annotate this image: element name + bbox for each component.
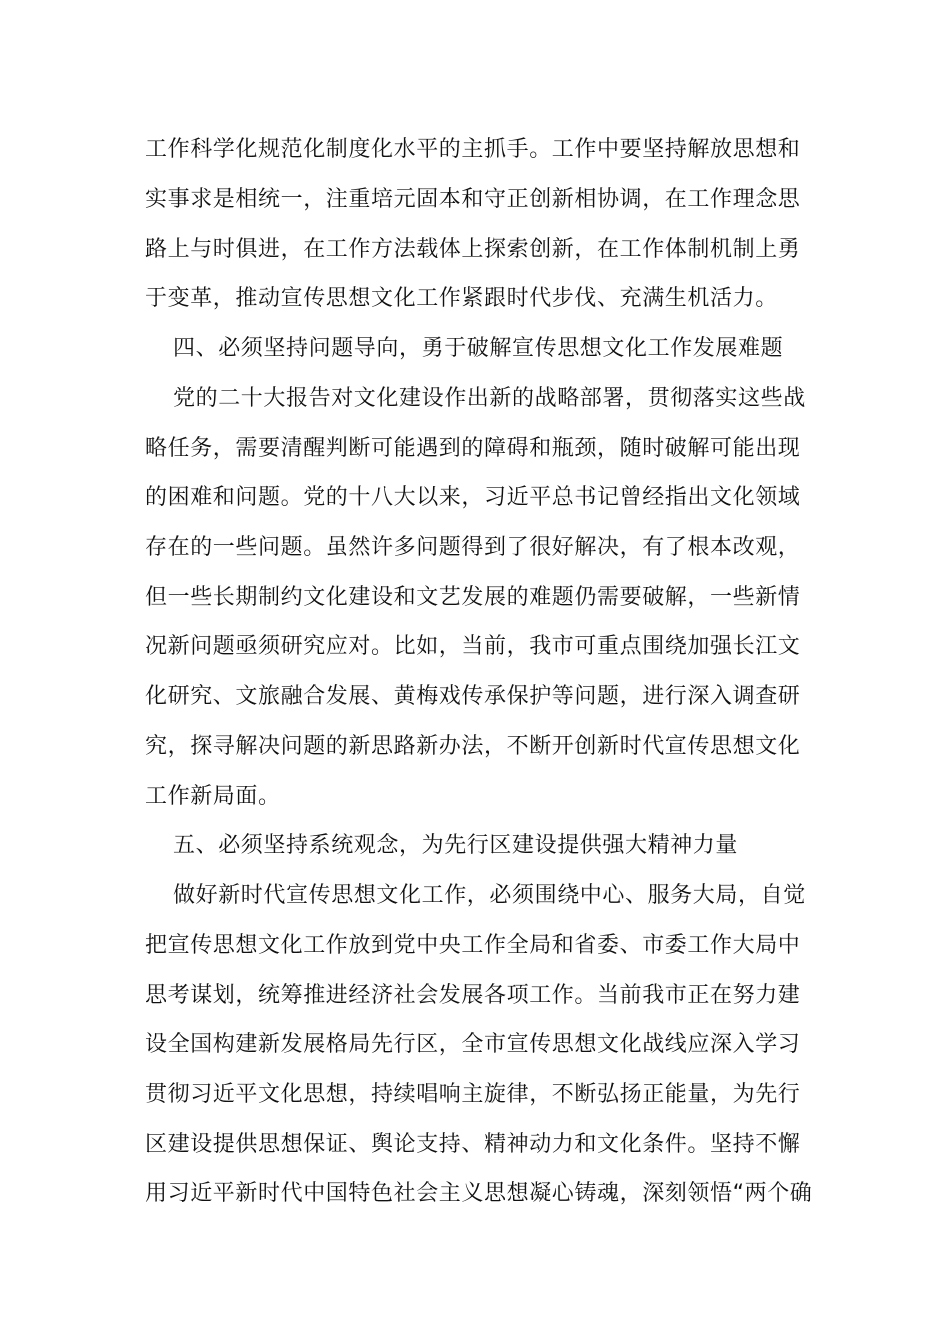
body-text-line: 工作新局面。 [145, 784, 281, 809]
body-text-line: 存在的一些问题。虽然许多问题得到了很好解决，有了根本改观， [145, 535, 801, 560]
body-text-line: 略任务，需要清醒判断可能遇到的障碍和瓶颈，随时破解可能出现 [145, 436, 801, 461]
body-text-line: 于变革，推动宣传思想文化工作紧跟时代步伐、充满生机活力。 [145, 286, 778, 311]
body-text-line: 党的二十大报告对文化建设作出新的战略部署，贯彻落实这些战 [173, 386, 806, 411]
body-text-line: 化研究、文旅融合发展、黄梅戏传承保护等问题，进行深入调查研 [145, 684, 801, 709]
body-text-line: 设全国构建新发展格局先行区，全市宣传思想文化战线应深入学习 [145, 1032, 801, 1057]
body-text-line: 况新问题亟须研究应对。比如，当前，我市可重点围绕加强长江文 [145, 634, 801, 659]
body-text-line: 工作科学化规范化制度化水平的主抓手。工作中要坚持解放思想和 [145, 137, 801, 162]
body-text-line: 思考谋划，统筹推进经济社会发展各项工作。当前我市正在努力建 [145, 983, 801, 1008]
body-text-line: 用习近平新时代中国特色社会主义思想凝心铸魂，深刻领悟“两个确 [145, 1181, 813, 1206]
body-text-line: 路上与时俱进，在工作方法载体上探索创新，在工作体制机制上勇 [145, 237, 801, 262]
body-text-line: 做好新时代宣传思想文化工作，必须围绕中心、服务大局，自觉 [173, 883, 806, 908]
body-text-line: 把宣传思想文化工作放到党中央工作全局和省委、市委工作大局中 [145, 933, 801, 958]
body-text-line: 但一些长期制约文化建设和文艺发展的难题仍需要破解，一些新情 [145, 585, 801, 610]
body-text-line: 区建设提供思想保证、舆论支持、精神动力和文化条件。坚持不懈 [145, 1132, 801, 1157]
body-text-line: 贯彻习近平文化思想，持续唱响主旋律，不断弘扬正能量，为先行 [145, 1082, 801, 1107]
section-heading-5: 五、必须坚持系统观念，为先行区建设提供强大精神力量 [173, 833, 739, 858]
body-text-line: 实事求是相统一，注重培元固本和守正创新相协调，在工作理念思 [145, 187, 801, 212]
body-text-line: 的困难和问题。党的十八大以来，习近平总书记曾经指出文化领域 [145, 485, 801, 510]
body-text-line: 究，探寻解决问题的新思路新办法，不断开创新时代宣传思想文化 [145, 734, 801, 759]
section-heading-4: 四、必须坚持问题导向，勇于破解宣传思想文化工作发展难题 [173, 336, 784, 361]
